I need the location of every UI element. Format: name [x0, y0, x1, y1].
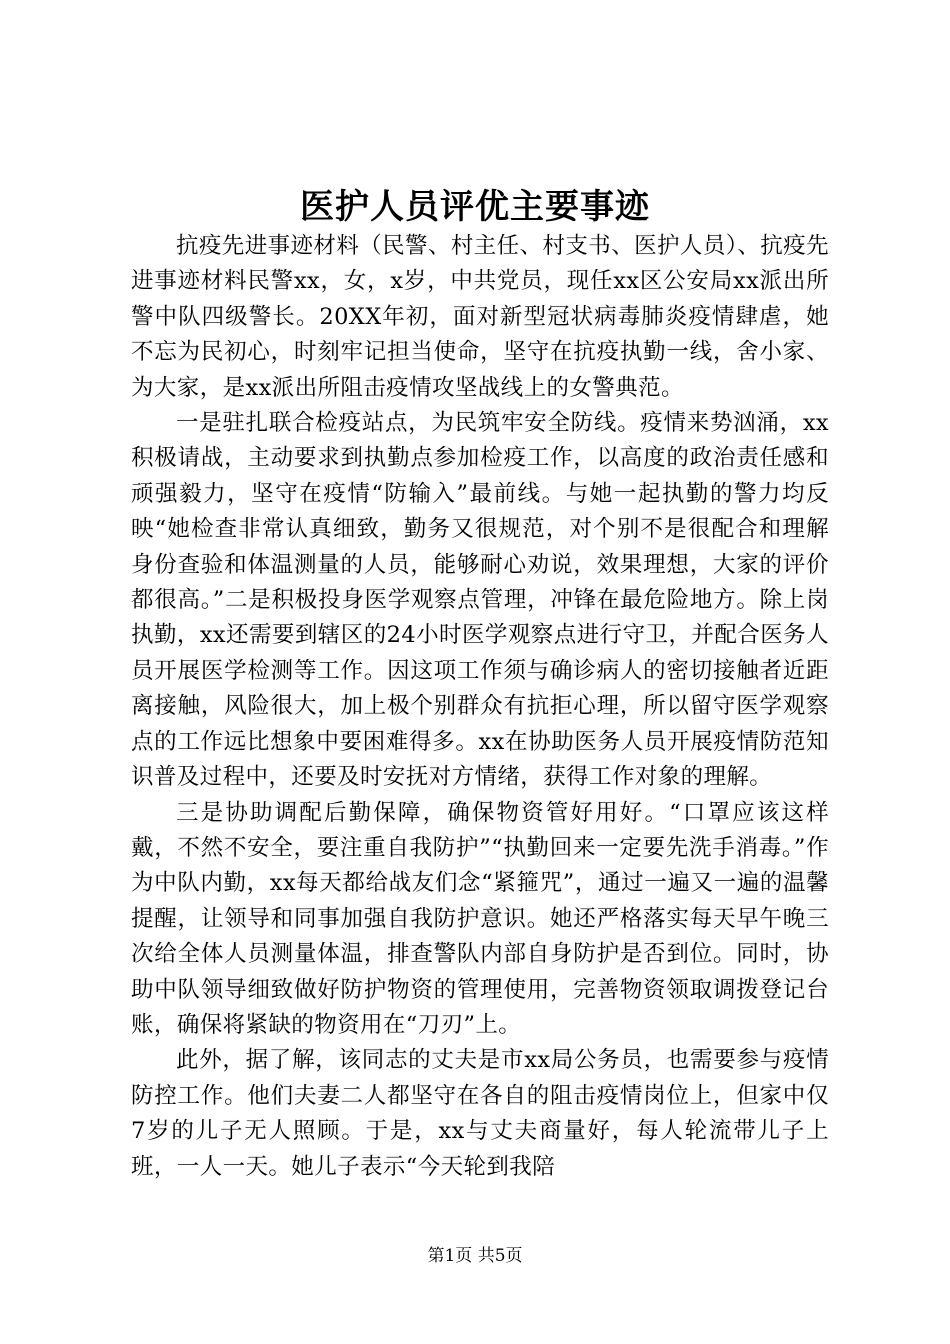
- document-body: [131, 229, 829, 1185]
- page-footer: 第1页 共5页: [427, 1246, 523, 1266]
- paragraph: 抗疫先进事迹材料（民警、村主任、村支书、医护人员）、抗疫先进事迹材料民警xx，女，x岁，中共党员，现任xx区公安局xx派出所警中队四级警长。20XX年初，面对新型冠状病毒肺炎疫情肆虐，她不忘为民初心，时刻牢记担当使命，坚守在抗疫执勤一线，舍小家、为大家，是xx派出所阻击疫情攻坚战线上的女警典范。: [131, 233, 829, 401]
- paragraph: 此外，据了解，该同志的丈夫是市xx局公务员，也需要参与疫情防控工作。他们夫妻二人都坚守在各自的阻击疫情岗位上，但家中仅7岁的儿子无人照顾。于是，xx与丈夫商量好，每人轮流带儿子上班，一人一天。她儿子表示“今天轮到我陪: [131, 1047, 829, 1180]
- paragraph: 三是协助调配后勤保障，确保物资管好用好。“口罩应该这样戴，不然不安全，要注重自我防护”“执勤回来一定要先洗手消毒。”作为中队内勤，xx每天都给战友们念“紧箍咒”，通过一遍又一遍的温馨提醒，让领导和同事加强自我防护意识。她还严格落实每天早午晚三次给全体人员测量体温，排查警队内部自身防护是否到位。同时，协助中队领导细致做好防护物资的管理使用，完善物资领取调拨登记台账，确保将紧缺的物资用在“刀刃”上。: [131, 799, 829, 1038]
- page-title: 医护人员评优主要事迹: [300, 187, 650, 227]
- paragraph: 一是驻扎联合检疫站点，为民筑牢安全防线。疫情来势汹涌，xx积极请战，主动要求到执勤点参加检疫工作，以高度的政治责任感和顽强毅力，坚守在疫情“防输入”最前线。与她一起执勤的警力均反映“她检查非常认真细致，勤务又很规范，对个别不是很配合和理解身份查验和体温测量的人员，能够耐心劝说，效果理想，大家的评价都很高。”二是积极投身医学观察点管理，冲锋在最危险地方。除上岗执勤，xx还需要到辖区的24小时医学观察点进行守卫，并配合医务人员开展医学检测等工作。因这项工作须与确诊病人的密切接触者近距离接触，风险很大，加上极个别群众有抗拒心理，所以留守医学观察点的工作远比想象中要困难得多。xx在协助医务人员开展疫情防范知识普及过程中，还要及时安抚对方情绪，获得工作对象的理解。: [131, 410, 829, 791]
